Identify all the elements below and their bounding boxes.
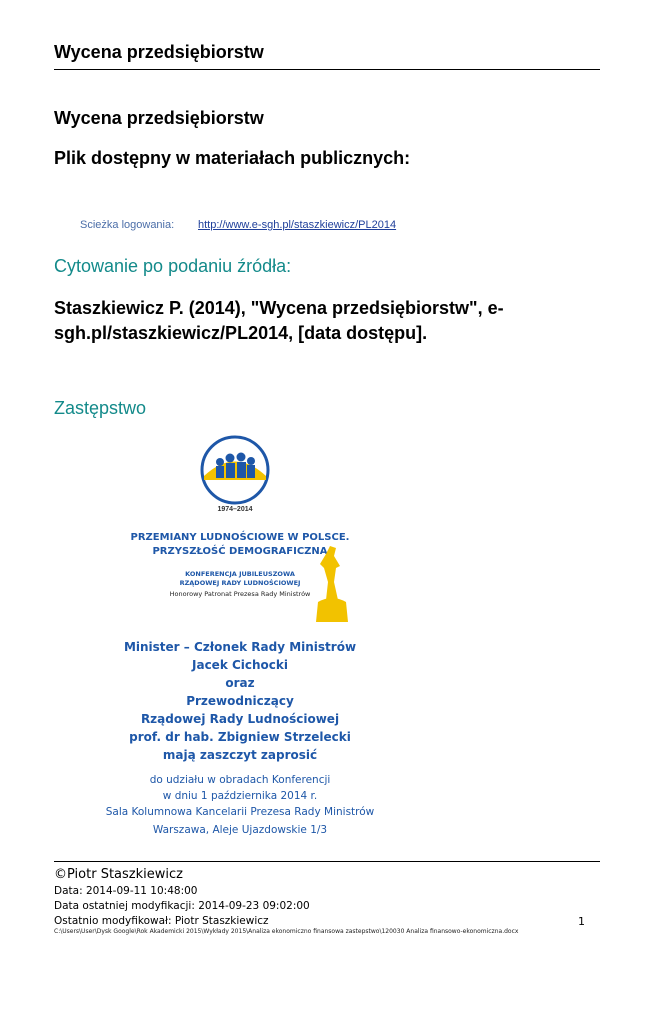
footer-divider [54, 861, 600, 862]
conference-line2: RZĄDOWEJ RADY LUDNOŚCIOWEJ [179, 579, 301, 587]
logo-years: 1974–2014 [217, 506, 253, 513]
patronage: Honorowy Patronat Prezesa Rady Ministrów [169, 590, 311, 598]
detail-line-3: Sala Kolumnowa Kancelarii Prezesa Rady Ministrów [105, 806, 375, 818]
invitation-title-line2: PRZYSZŁOŚĆ DEMOGRAFICZNA [152, 546, 328, 557]
footer-created: Data: 2014-09-11 10:48:00 [54, 885, 198, 897]
citation-heading: Cytowanie po podaniu źródła: [54, 256, 292, 276]
conference-line1: KONFERENCJA JUBILEUSZOWA [185, 570, 295, 578]
login-path-link[interactable]: http://www.e-sgh.pl/staszkiewicz/PL2014 [198, 219, 397, 231]
host-line-6: prof. dr hab. Zbigniew Strzelecki [129, 730, 351, 744]
footer-copyright: ©Piotr Staszkiewicz [54, 867, 183, 882]
section-title: Zastępstwo [54, 398, 147, 418]
host-line-7: mają zaszczyt zaprosić [162, 748, 318, 762]
invitation-title-line1: PRZEMIANY LUDNOŚCIOWE W POLSCE. [130, 532, 350, 543]
host-line-1: Minister – Członek Rady Ministrów [123, 640, 357, 654]
footer-modified-by: Ostatnio modyfikował: Piotr Staszkiewicz [54, 915, 269, 927]
document-subheading: Plik dostępny w materiałach publicznych: [54, 148, 411, 168]
document-heading: Wycena przedsiębiorstw [54, 108, 264, 128]
host-line-4: Przewodniczący [186, 694, 294, 708]
page-number: 1 [578, 915, 585, 928]
host-line-2: Jacek Cichocki [192, 658, 288, 672]
detail-line-1: do udziału w obradach Konferencji [149, 774, 331, 786]
footer-file-path: C:\Users\User\Dysk Google\Rok Akademicki 2015\Wykłady 2015\Analiza ekonomiczno finansowa zastepstwo\120030 Analiza finansowo-ekonomiczna.docx [54, 928, 519, 935]
login-path-label: Scieżka logowania: [80, 219, 175, 231]
monument-icon [312, 542, 352, 622]
host-line-5: Rządowej Rady Ludnościowej [140, 712, 340, 726]
footer-modified: Data ostatniej modyfikacji: 2014-09-23 09:02:00 [54, 900, 310, 912]
invitation-image [90, 432, 390, 852]
header-divider [54, 69, 600, 70]
host-line-3: oraz [225, 676, 255, 690]
header-title: Wycena przedsiębiorstw [54, 42, 264, 62]
detail-line-4: Warszawa, Aleje Ujazdowskie 1/3 [152, 824, 328, 836]
detail-line-2: w dniu 1 października 2014 r. [162, 790, 318, 802]
citation-text: Staszkiewicz P. (2014), "Wycena przedsiębiorstw", e-sgh.pl/staszkiewicz/PL2014, [data dostępu]. [54, 298, 504, 343]
